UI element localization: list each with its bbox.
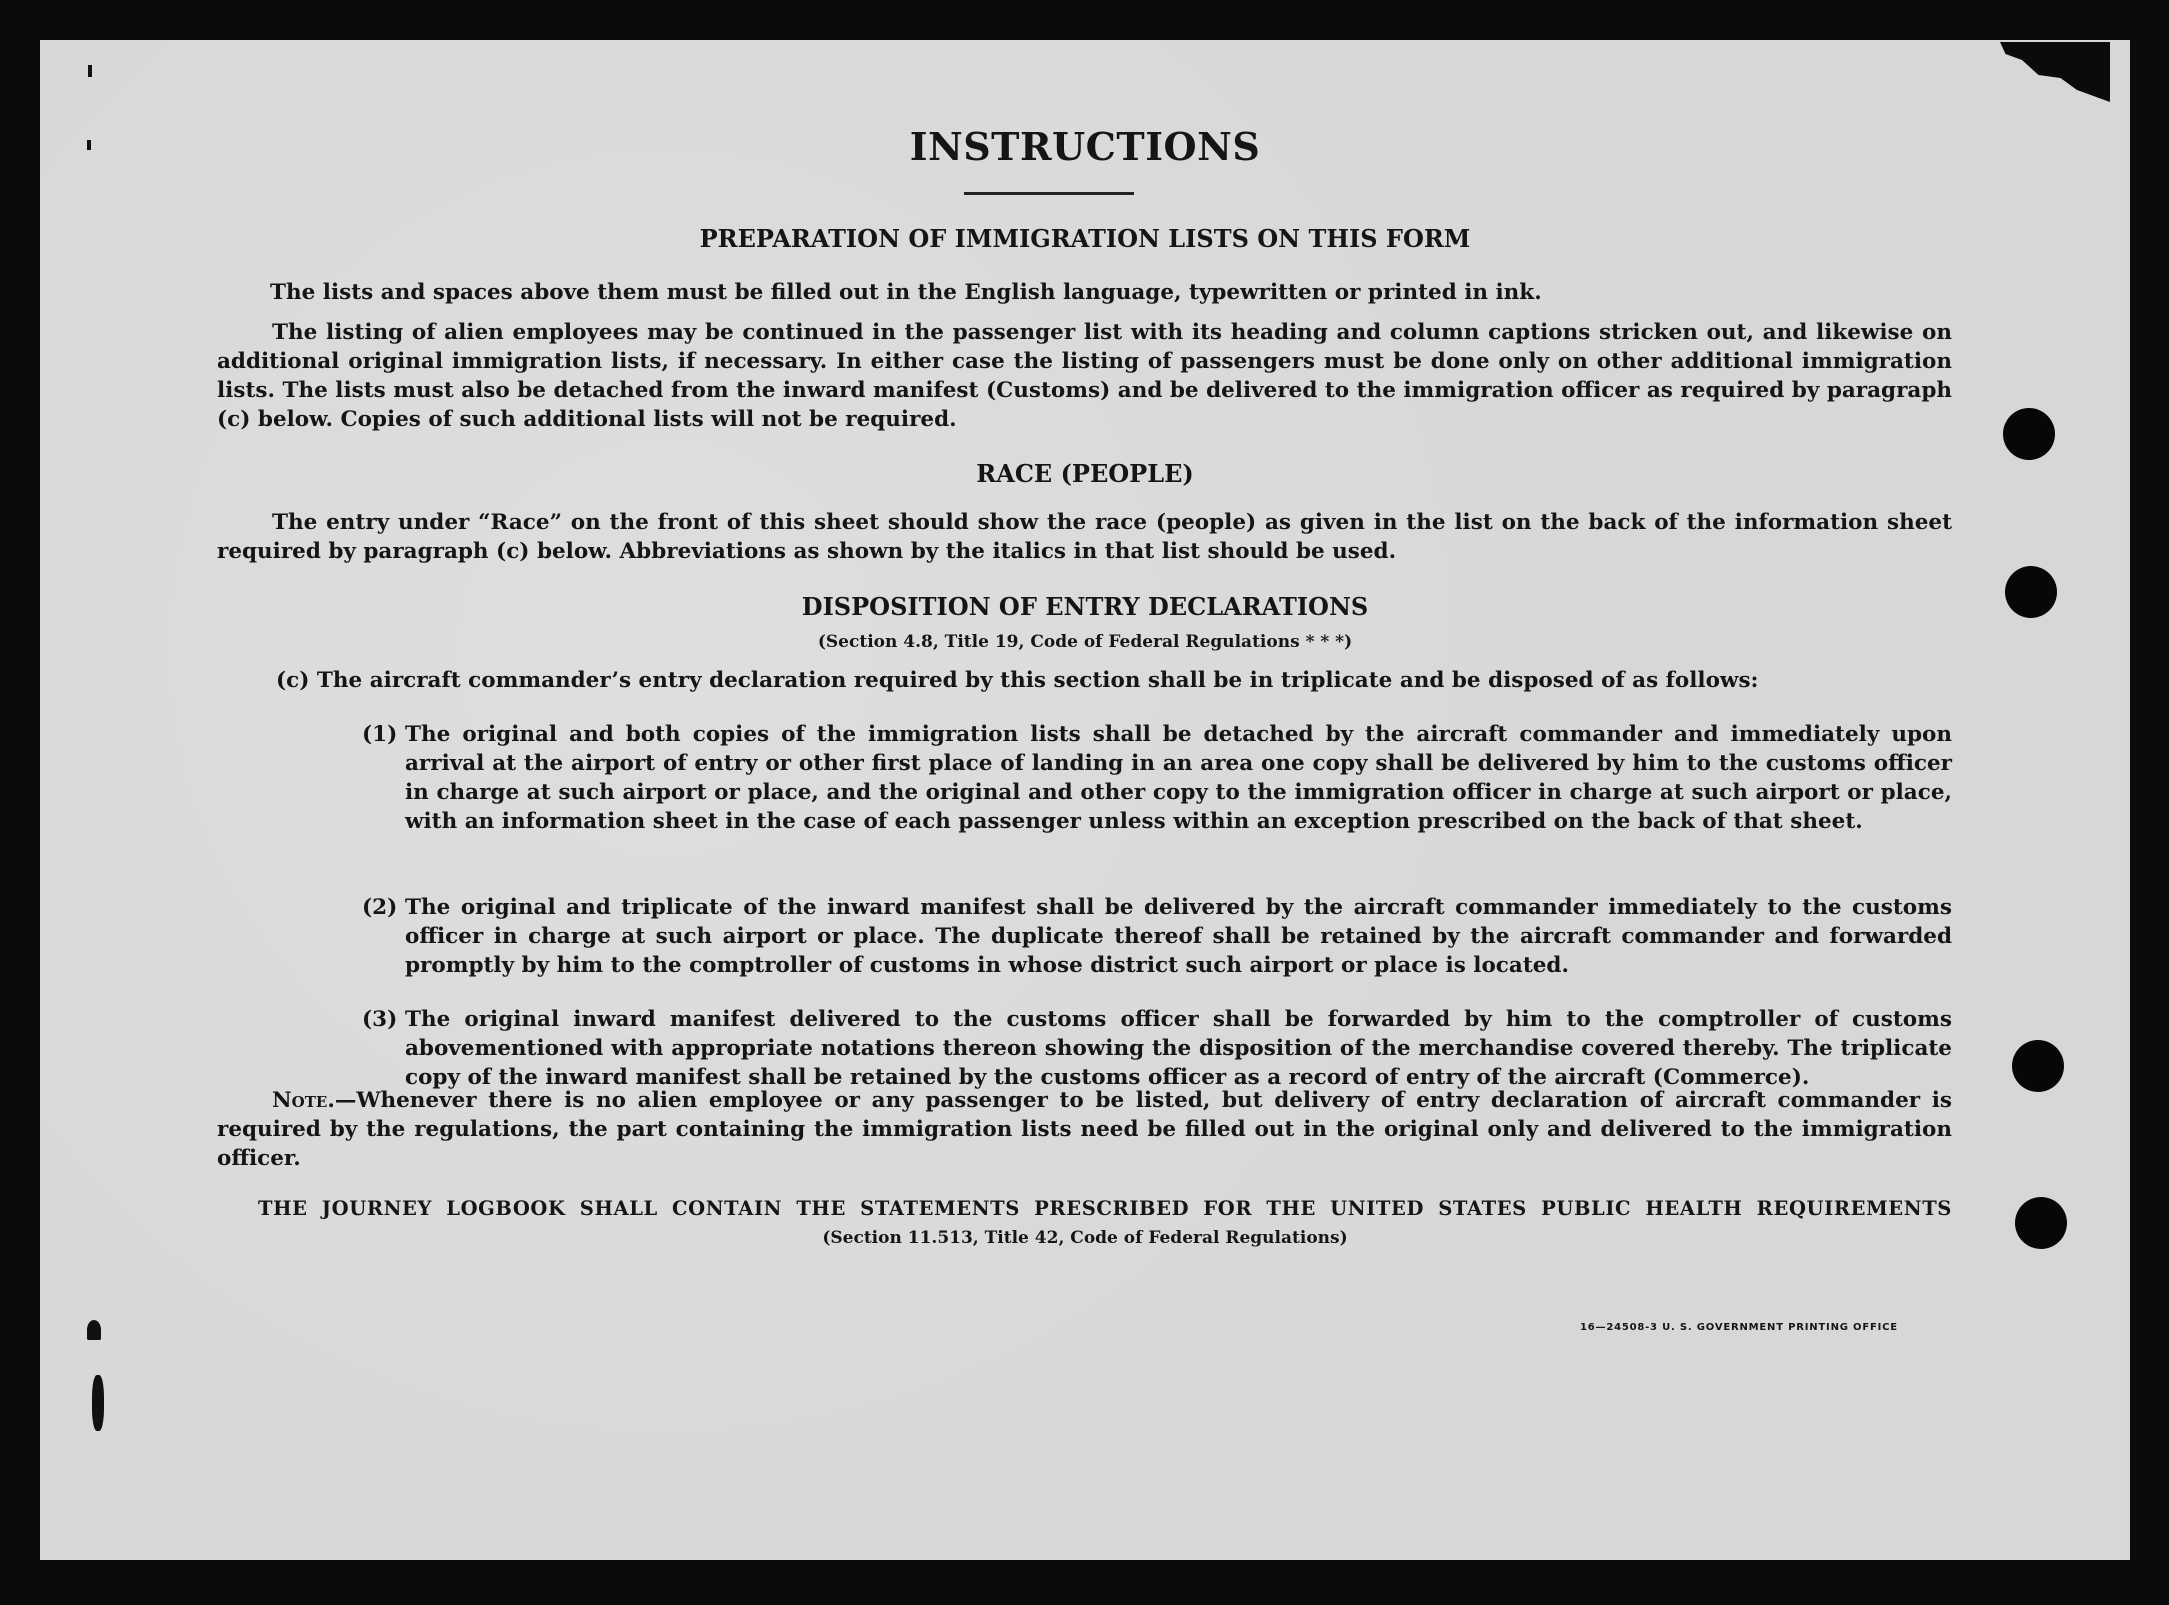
ink-smudge bbox=[92, 1375, 104, 1431]
punch-hole-3 bbox=[2012, 1040, 2064, 1092]
immigration-paragraph-2: The listing of alien employees may be continued in the passenger list with its heading and column captions stricken out, and likewise on additional original immigration lists, if necessary. In either case the listing of passengers must be done only on other additional immigration lists. The lists must also be detached from the inward manifest (Customs) and be delivered to the immigration officer as required by paragraph (c) below. Copies of such additional lists will not be required. bbox=[217, 320, 1952, 432]
health-citation: (Section 11.513, Title 42, Code of Federal Regulations) bbox=[822, 1228, 1348, 1248]
item-number: (2) bbox=[362, 895, 398, 920]
document-sheet bbox=[40, 40, 2130, 1560]
note-label: Note. bbox=[272, 1088, 335, 1113]
health-statement: THE JOURNEY LOGBOOK SHALL CONTAIN THE STATEMENTS PRESCRIBED FOR THE UNITED STATES PUBLIC HEALTH REQUIREMENTS bbox=[258, 1197, 1952, 1220]
disposition-item-2 bbox=[362, 893, 1952, 980]
item-text: The original and both copies of the immigration lists shall be detached by the aircraft commander and immediately upon arrival at the airport of entry or other first place of landing in an area one copy shall be delivered by him to the customs officer in charge at such airport or place, and the original and other copy to the immigration officer in charge at such airport or place, with an information sheet in the case of each passenger unless within an exception prescribed on the back of that sheet. bbox=[405, 722, 1952, 834]
item-number: (1) bbox=[362, 722, 398, 747]
item-number: (3) bbox=[362, 1007, 398, 1032]
race-paragraph: The entry under “Race” on the front of this sheet should show the race (people) as given in the list on the back of the information sheet required by paragraph (c) below. Abbreviations as shown by the italics in that list should be used. bbox=[217, 510, 1952, 564]
page-title: INSTRUCTIONS bbox=[909, 124, 1261, 169]
printer-mark: 16—24508-3 U. S. GOVERNMENT PRINTING OFFICE bbox=[1580, 1322, 1898, 1333]
disposition-item-1 bbox=[362, 720, 1952, 836]
ink-smudge bbox=[88, 65, 92, 77]
race-heading: RACE (PEOPLE) bbox=[976, 459, 1194, 488]
note-paragraph bbox=[217, 1086, 1952, 1173]
ink-smudge bbox=[87, 1320, 101, 1340]
note-text: —Whenever there is no alien employee or any passenger to be listed, but delivery of entry declaration of aircraft commander is required by the regulations, the part containing the immigration lists need be filled out in the original only and delivered to the immigration officer. bbox=[217, 1088, 1952, 1171]
disposition-heading: DISPOSITION OF ENTRY DECLARATIONS bbox=[801, 592, 1369, 621]
item-text: The original inward manifest delivered to the customs officer shall be forwarded by him to the comptroller of customs abovementioned with appropriate notations thereon showing the disposition of the merchandise covered thereby. The triplicate copy of the inward manifest shall be retained by the customs officer as a record of entry of the aircraft (Commerce). bbox=[405, 1007, 1952, 1090]
disposition-intro: (c) The aircraft commander’s entry declaration required by this section shall be in triplicate and be disposed of as follows: bbox=[276, 668, 1759, 693]
immigration-heading: PREPARATION OF IMMIGRATION LISTS ON THIS FORM bbox=[699, 224, 1471, 253]
item-text: The original and triplicate of the inward manifest shall be delivered by the aircraft commander immediately to the customs officer in charge at such airport or place. The duplicate thereof shall be retained by the aircraft commander and forwarded promptly by him to the comptroller of customs in whose district such airport or place is located. bbox=[405, 895, 1952, 978]
punch-hole-1 bbox=[2003, 408, 2055, 460]
title-underline bbox=[964, 192, 1134, 195]
immigration-paragraph-1: The lists and spaces above them must be filled out in the English language, typewritten or printed in ink. bbox=[270, 280, 1542, 305]
torn-corner bbox=[2000, 42, 2110, 102]
disposition-citation: (Section 4.8, Title 19, Code of Federal Regulations * * *) bbox=[817, 632, 1353, 652]
disposition-item-3 bbox=[362, 1005, 1952, 1092]
